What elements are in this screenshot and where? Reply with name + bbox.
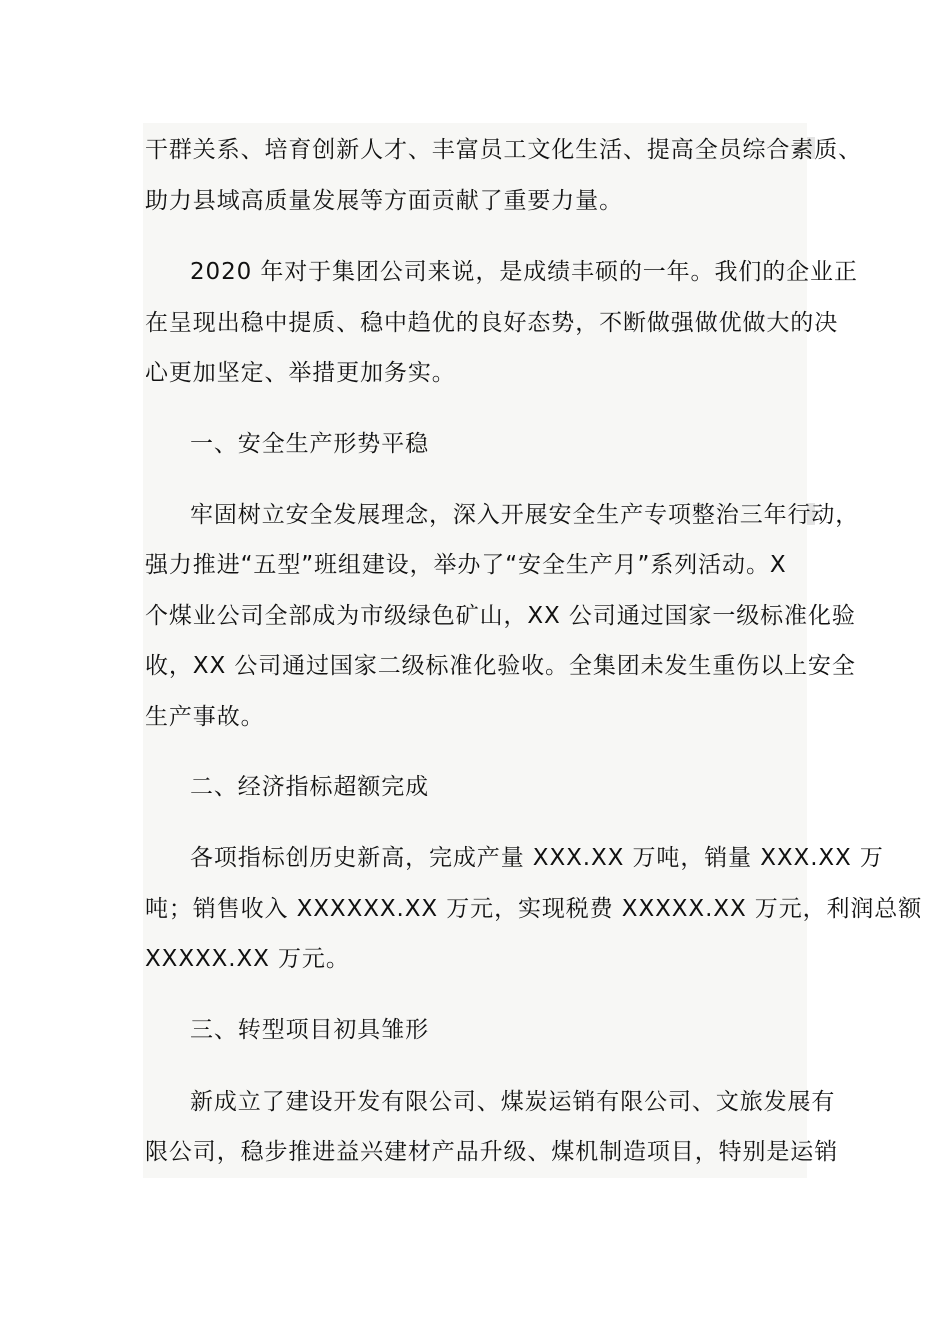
paragraph-line: 吨；销售收入 XXXXXX.XX 万元，实现税费 XXXXX.XX 万元，利润总额 [145,896,923,922]
paragraph-line: 干群关系、培育创新人才、丰富员工文化生活、提高全员综合素质、 [145,137,862,163]
section-heading: 一、安全生产形势平稳 [190,431,429,457]
paragraph-line: 各项指标创历史新高，完成产量 XXX.XX 万吨，销量 XXX.XX 万 [190,845,884,871]
paragraph-line: 在呈现出稳中提质、稳中趋优的良好态势，不断做强做优做大的决 [145,310,839,336]
section-heading: 二、经济指标超额完成 [190,774,429,800]
paragraph-line: XXXXX.XX 万元。 [145,946,350,972]
paragraph-line: 个煤业公司全部成为市级绿色矿山，XX 公司通过国家一级标准化验 [145,603,856,629]
paragraph-line: 限公司，稳步推进益兴建材产品升级、煤机制造项目，特别是运销 [145,1139,839,1165]
paragraph-line: 新成立了建设开发有限公司、煤炭运销有限公司、文旅发展有 [190,1089,836,1115]
paragraph-line: 生产事故。 [145,704,265,730]
paragraph-line: 2020 年对于集团公司来说，是成绩丰硕的一年。我们的企业正 [190,259,858,285]
paragraph-line: 收，XX 公司通过国家二级标准化验收。全集团未发生重伤以上安全 [145,653,856,679]
paragraph-line: 心更加坚定、举措更加务实。 [145,360,456,386]
paragraph-line: 牢固树立安全发展理念，深入开展安全生产专项整治三年行动， [190,502,860,528]
paragraph-line: 强力推进“五型”班组建设，举办了“安全生产月”系列活动。X [145,552,787,578]
paragraph-line: 助力县域高质量发展等方面贡献了重要力量。 [145,188,623,214]
section-heading: 三、转型项目初具雏形 [190,1017,429,1043]
